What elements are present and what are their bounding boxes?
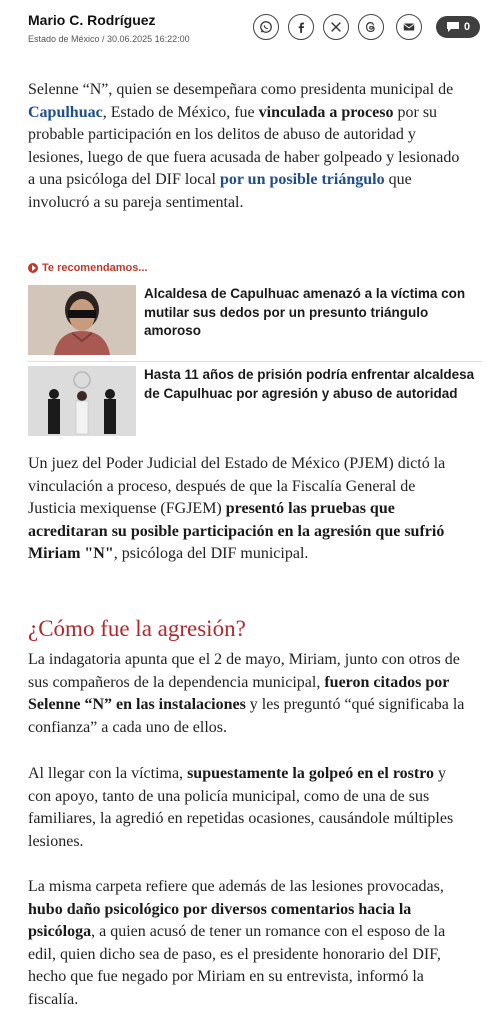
comments-button[interactable] — [436, 16, 480, 38]
triangle-link[interactable]: por un posible triángulo — [219, 171, 385, 188]
facebook-icon — [294, 20, 308, 34]
whatsapp-share-button[interactable] — [253, 14, 279, 40]
recommended-item-1[interactable] — [28, 285, 482, 355]
comment-bubble-icon — [446, 21, 460, 33]
email-icon — [402, 20, 416, 34]
recommended-title-1[interactable]: Alcaldesa de Capulhuac amenazó a la víctima con mutilar sus dedos por un presunto triángulo amoroso — [144, 286, 466, 338]
threads-share-button[interactable] — [358, 14, 384, 40]
author-name[interactable]: Mario C. Rodríguez — [28, 12, 156, 28]
article-paragraph-5: La misma carpeta refiere que además de las lesiones provocadas, hubo daño psicológico por diversos comentarios hacia la psicóloga, a quien acusó de tener un romance con el esposo de la edil, quien dicho sea de paso, es el presidente honorario del DIF, hecho que fue negado por Miriam en su entrevista, informó la fiscalía. — [28, 878, 446, 1008]
article-header — [0, 0, 487, 56]
recommended-title-2[interactable]: Hasta 11 años de prisión podría enfrentar alcaldesa de Capulhuac por agresión y abuso de autoridad — [144, 367, 475, 401]
article-paragraph-3: La indagatoria apunta que el 2 de mayo, Miriam, junto con otros de sus compañeros de la dependencia municipal, fueron citados por Selenne “N” en las instalaciones y les preguntó “qué significaba la confianza” a cada uno de ellos. — [28, 651, 465, 736]
capulhuac-link[interactable]: Capulhuac — [28, 103, 103, 121]
whatsapp-icon — [259, 20, 273, 34]
facebook-share-button[interactable] — [288, 14, 314, 40]
x-share-button[interactable] — [323, 14, 349, 40]
recommended-title: Te recomendamos... — [28, 262, 148, 274]
recommended-thumbnail-1 — [28, 285, 136, 355]
article-paragraph-2: Un juez del Poder Judicial del Estado de México (PJEM) dictó la vinculación a proceso, después de que la Fiscalía General de Justicia mexiquense (FGJEM) presentó las pruebas que acreditaran su posible participación en la agresión que sufrió Miriam "N", psicóloga del DIF municipal. — [28, 455, 446, 562]
email-share-button[interactable] — [396, 14, 422, 40]
comments-count: 0 — [463, 21, 471, 33]
section-heading: ¿Cómo fue la agresión? — [28, 616, 246, 641]
x-icon — [329, 20, 343, 34]
article-paragraph-4: Al llegar con la víctima, supuestamente la golpeó en el rostro y con apoyo, tanto de una policía municipal, como de una de sus familiares, la agredió en repetidas ocasiones, causándole múltiples lesiones. — [28, 765, 454, 850]
threads-icon — [364, 20, 378, 34]
recommended-item-2[interactable] — [28, 366, 482, 436]
play-circle-icon — [28, 263, 38, 273]
byline: Estado de México / 30.06.2025 16:22:00 — [28, 34, 190, 44]
article-paragraph-1: Selenne “N”, quien se desempeñara como presidenta municipal de Capulhuac, Estado de México, fue vinculada a proceso por su probable participación en los delitos de abuso de autoridad y lesiones, luego de que fuera acusada de haber golpeado y lesionado a una psicóloga del DIF local por un posible triángulo que involucró a su pareja sentimental. — [28, 81, 460, 211]
recommended-thumbnail-2 — [28, 366, 136, 436]
recommended-divider — [28, 361, 482, 362]
